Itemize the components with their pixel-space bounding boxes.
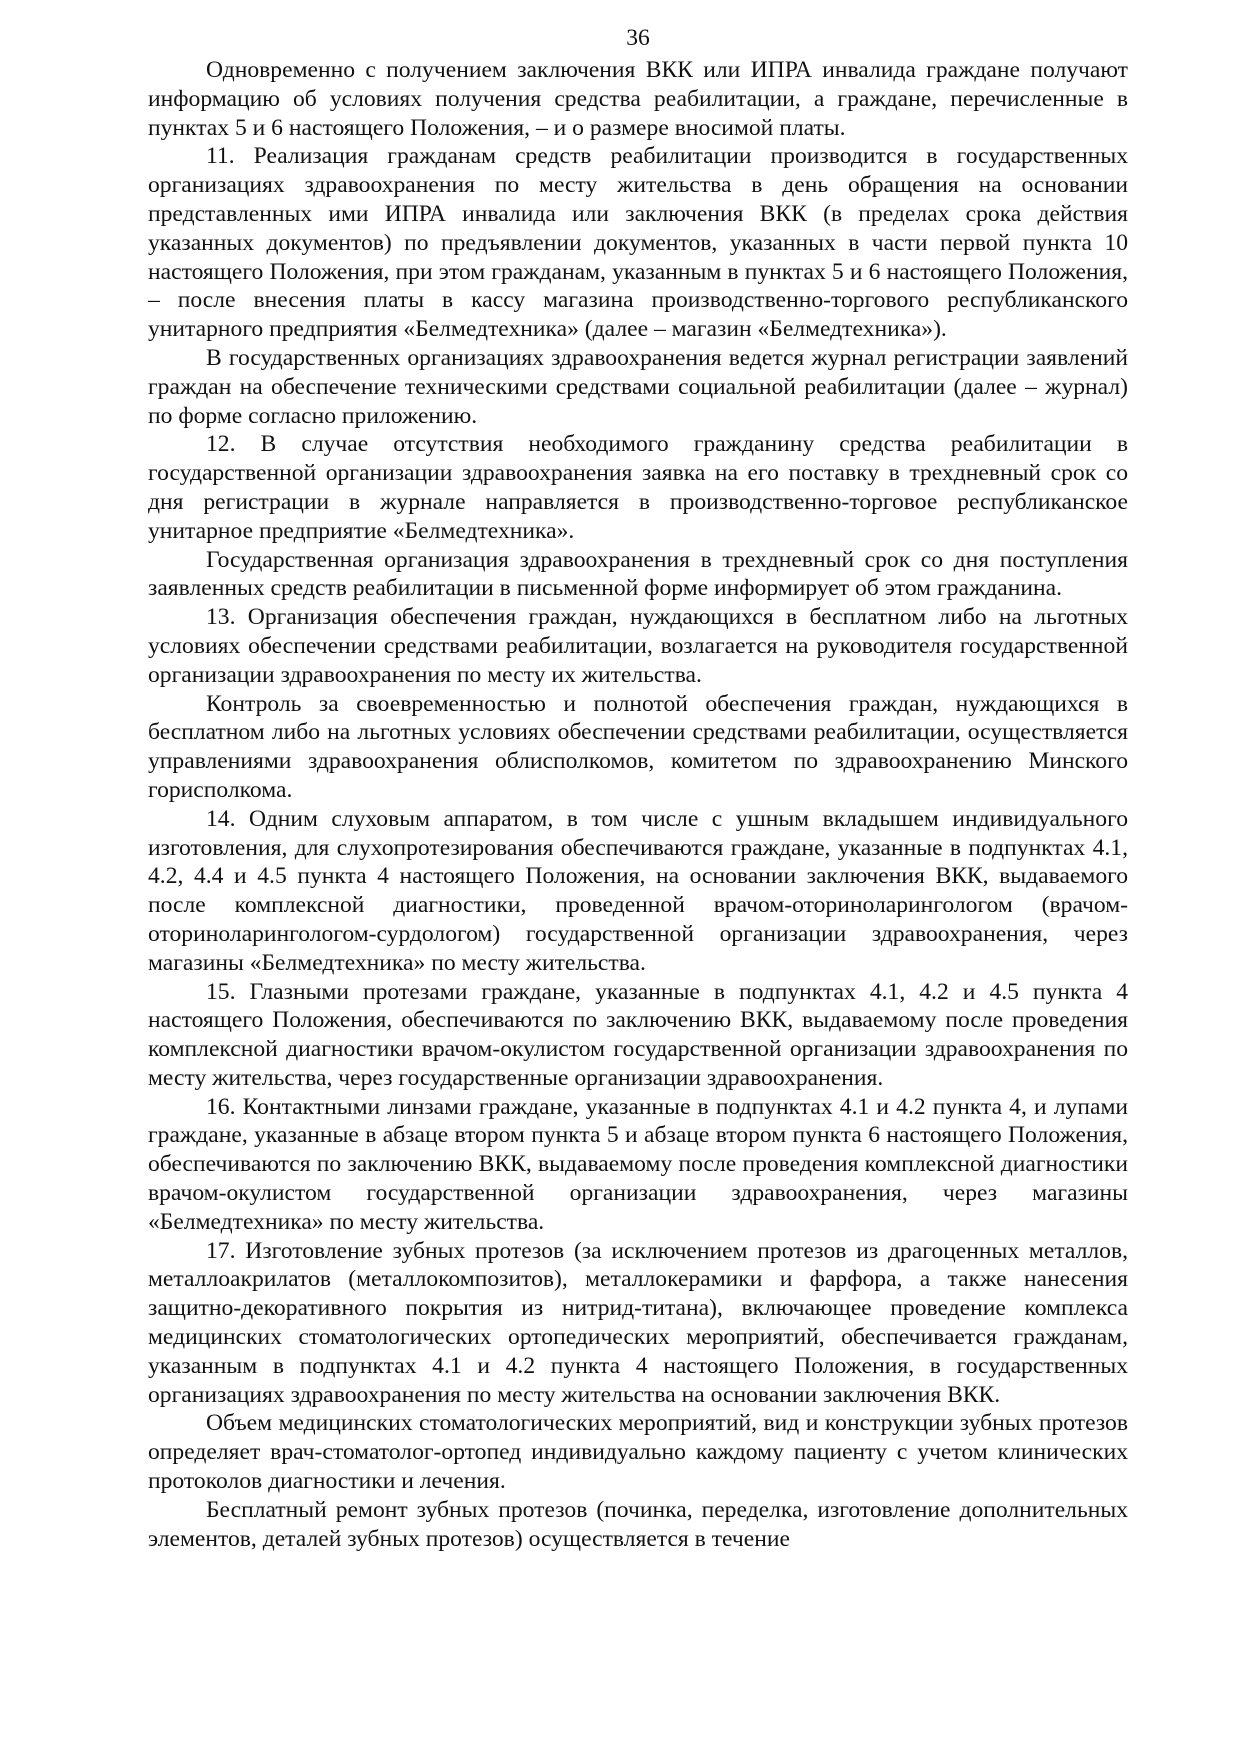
paragraph-dental-repair: Бесплатный ремонт зубных протезов (починка, переделка, изготовление дополнительных элементов, деталей зубных протезов) осуществляется в течение [148, 1496, 1128, 1552]
paragraph-item-13: 13. Организация обеспечения граждан, нуждающихся в бесплатном либо на льготных условиях обеспечении средствами реабилитации, возлагается на руководителя государственной организации здравоохранения по месту их жительства. [148, 604, 1128, 688]
paragraph-registration-journal: В государственных организациях здравоохранения ведется журнал регистрации заявлений граждан на обеспечение техническими средствами социальной реабилитации (далее – журнал) по форме согласно приложению. [148, 344, 1128, 429]
paragraph-item-11: 11. Реализация гражданам средств реабилитации производится в государственных организациях здравоохранения по месту жительства в день обращения на основании представленных ими ИПРА инвалида или заключения ВКК (в пределах срока действия указанных документов) по предъявлении документов, указанных в части первой пункта 10 настоящего Положения, при этом гражданам, указанным в пунктах 5 и 6 настоящего Положения, – после внесения платы в кассу магазина производственно-торгового республиканского унитарного предприятия «Белмедтехника» (далее – магазин «Белмедтехника»). [148, 143, 1128, 343]
paragraph-item-12: 12. В случае отсутствия необходимого гражданину средства реабилитации в государственной организации здравоохранения заявка на его поставку в трехдневный срок со дня регистрации в журнале направляется в производственно-торговое республиканское унитарное предприятие «Белмедтехника». [148, 431, 1128, 544]
page-number: 36 [626, 25, 650, 51]
paragraph-item-17: 17. Изготовление зубных протезов (за исключением протезов из драгоценных металлов, металлоакрилатов (металлокомпозитов), металлокерамики и фарфора, а также нанесения защитно-декоративного покрытия из нитрид-титана), включающее проведение комплекса медицинских стоматологических ортопедических мероприятий, обеспечивается гражданам, указанным в подпунктах 4.1 и 4.2 пункта 4 настоящего Положения, в государственных организациях здравоохранения по месту жительства на основании заключения ВКК. [148, 1237, 1128, 1408]
paragraph-control: Контроль за своевременностью и полнотой обеспечения граждан, нуждающихся в бесплатном либо на льготных условиях обеспечении средствами реабилитации, осуществляется управлениями здравоохранения облисполкомов, комитетом по здравоохранению Минского горисполкома. [148, 690, 1128, 803]
paragraph-vkk-info: Одновременно с получением заключения ВКК или ИПРА инвалида граждане получают информацию об условиях получения средства реабилитации, а граждане, перечисленные в пунктах 5 и 6 настоящего Положения, – и о размере вносимой платы. [148, 57, 1128, 141]
paragraph-dental-scope: Объем медицинских стоматологических мероприятий, вид и конструкции зубных протезов определяет врач-стоматолог-ортопед индивидуально каждому пациенту с учетом клинических протоколов диагностики и лечения. [148, 1410, 1128, 1495]
paragraph-item-16: 16. Контактными линзами граждане, указанные в подпунктах 4.1 и 4.2 пункта 4, и лупами граждане, указанные в абзаце втором пункта 5 и абзаце втором пункта 6 настоящего Положения, обеспечиваются по заключению ВКК, выдаваемому после проведения комплексной диагностики врачом-окулистом государственной организации здравоохранения, через магазины «Белмедтехника» по месту жительства. [148, 1093, 1128, 1235]
document-page [148, 24, 1128, 1553]
paragraph-item-14: 14. Одним слуховым аппаратом, в том числе с ушным вкладышем индивидуального изготовления, для слухопротезирования обеспечиваются граждане, указанные в подпунктах 4.1, 4.2, 4.4 и 4.5 пункта 4 настоящего Положения, на основании заключения ВКК, выдаваемого после комплексной диагностики, проведенной врачом-оториноларингологом (врачом-оториноларингологом-сурдологом) государственной организации здравоохранения, через магазины «Белмедтехника» по месту жительства. [148, 805, 1128, 976]
paragraph-notification: Государственная организация здравоохранения в трехдневный срок со дня поступления заявленных средств реабилитации в письменной форме информирует об этом гражданина. [148, 546, 1128, 602]
paragraph-item-15: 15. Глазными протезами граждане, указанные в подпунктах 4.1, 4.2 и 4.5 пункта 4 настоящего Положения, обеспечиваются по заключению ВКК, выдаваемому после проведения комплексной диагностики врачом-окулистом государственной организации здравоохранения по месту жительства, через государственные организации здравоохранения. [148, 978, 1128, 1091]
